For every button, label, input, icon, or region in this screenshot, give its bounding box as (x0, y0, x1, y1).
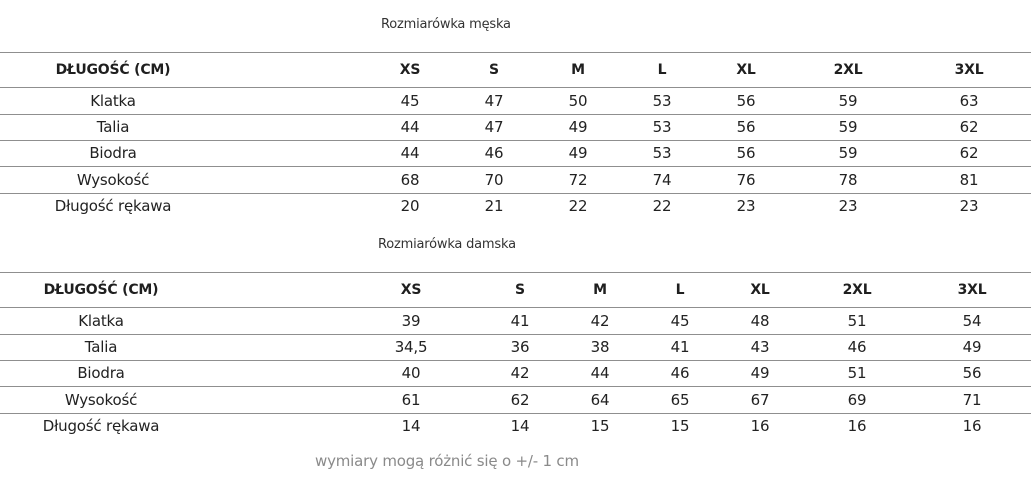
row-label: Wysokość (64, 391, 138, 409)
table-cell: 64 (590, 391, 610, 409)
table-cell: 46 (484, 144, 504, 162)
header-cell: 2XL (842, 282, 872, 298)
table-cell: 46 (670, 364, 690, 382)
header-cell: 3XL (957, 282, 987, 298)
table-cell: 46 (847, 338, 867, 356)
table-cell: 23 (838, 197, 858, 215)
header-cell: 3XL (954, 62, 984, 78)
row-label: Talia (84, 338, 118, 356)
divider (0, 52, 1031, 53)
table-cell: 56 (736, 144, 756, 162)
table-cell: 49 (568, 144, 588, 162)
table-row (0, 360, 1031, 386)
header-cell: DŁUGOŚĆ (CM) (43, 282, 159, 298)
table-cell: 62 (959, 118, 979, 136)
table-row (0, 193, 1031, 219)
table-cell: 56 (736, 92, 756, 110)
table-cell: 45 (670, 312, 690, 330)
table-cell: 42 (510, 364, 530, 382)
men-table-title: Rozmiarówka męska (381, 17, 511, 32)
header-cell: 2XL (833, 62, 863, 78)
table-cell: 44 (590, 364, 610, 382)
header-cell: XS (399, 62, 421, 78)
table-cell: 15 (590, 417, 610, 435)
row-label: Klatka (78, 312, 124, 330)
row-label: Biodra (77, 364, 125, 382)
table-cell: 53 (652, 92, 672, 110)
table-cell: 23 (959, 197, 979, 215)
table-cell: 53 (652, 144, 672, 162)
table-cell: 16 (750, 417, 770, 435)
table-cell: 22 (568, 197, 588, 215)
table-cell: 51 (847, 312, 867, 330)
table-cell: 49 (750, 364, 770, 382)
table-cell: 69 (847, 391, 867, 409)
header-cell: XL (750, 282, 770, 298)
table-cell: 34,5 (394, 338, 428, 356)
table-cell: 74 (652, 171, 672, 189)
table-cell: 41 (670, 338, 690, 356)
header-cell: XL (736, 62, 756, 78)
header-cell: XS (400, 282, 422, 298)
table-cell: 38 (590, 338, 610, 356)
table-cell: 48 (750, 312, 770, 330)
header-cell: DŁUGOŚĆ (CM) (55, 62, 171, 78)
table-cell: 40 (401, 364, 421, 382)
table-cell: 50 (568, 92, 588, 110)
table-cell: 47 (484, 92, 504, 110)
table-row (0, 88, 1031, 114)
table-cell: 56 (736, 118, 756, 136)
table-cell: 49 (568, 118, 588, 136)
table-row (0, 334, 1031, 360)
table-cell: 61 (401, 391, 421, 409)
table-cell: 44 (400, 144, 420, 162)
table-cell: 81 (959, 171, 979, 189)
row-label: Talia (96, 118, 130, 136)
table-cell: 22 (652, 197, 672, 215)
table-cell: 42 (590, 312, 610, 330)
table-row (0, 413, 1031, 439)
table-cell: 16 (962, 417, 982, 435)
table-cell: 23 (736, 197, 756, 215)
table-cell: 72 (568, 171, 588, 189)
table-cell: 59 (838, 92, 858, 110)
table-cell: 44 (400, 118, 420, 136)
table-row (0, 387, 1031, 413)
table-cell: 62 (510, 391, 530, 409)
table-cell: 45 (400, 92, 420, 110)
header-cell: L (675, 282, 685, 298)
divider (0, 272, 1031, 273)
table-cell: 14 (401, 417, 421, 435)
header-cell: M (571, 62, 585, 78)
table-cell: 62 (959, 144, 979, 162)
table-cell: 36 (510, 338, 530, 356)
table-cell: 16 (847, 417, 867, 435)
table-cell: 59 (838, 118, 858, 136)
table-cell: 51 (847, 364, 867, 382)
table-cell: 65 (670, 391, 690, 409)
table-cell: 53 (652, 118, 672, 136)
table-row (0, 167, 1031, 193)
table-cell: 21 (484, 197, 504, 215)
table-cell: 59 (838, 144, 858, 162)
header-cell: M (593, 282, 607, 298)
table-header-row (0, 277, 1031, 303)
table-cell: 78 (838, 171, 858, 189)
table-cell: 54 (962, 312, 982, 330)
table-cell: 67 (750, 391, 770, 409)
table-cell: 39 (401, 312, 421, 330)
table-cell: 15 (670, 417, 690, 435)
table-row (0, 140, 1031, 166)
row-label: Długość rękawa (54, 197, 172, 215)
table-cell: 71 (962, 391, 982, 409)
women-table-title: Rozmiarówka damska (378, 237, 516, 252)
table-cell: 41 (510, 312, 530, 330)
table-header-row (0, 57, 1031, 83)
table-cell: 76 (736, 171, 756, 189)
row-label: Klatka (90, 92, 136, 110)
table-row (0, 114, 1031, 140)
table-cell: 47 (484, 118, 504, 136)
header-cell: S (515, 282, 525, 298)
table-cell: 14 (510, 417, 530, 435)
tolerance-note: wymiary mogą różnić się o +/- 1 cm (315, 452, 579, 470)
header-cell: S (489, 62, 499, 78)
table-cell: 56 (962, 364, 982, 382)
table-row (0, 308, 1031, 334)
header-cell: L (657, 62, 667, 78)
table-cell: 63 (959, 92, 979, 110)
row-label: Wysokość (76, 171, 150, 189)
table-cell: 43 (750, 338, 770, 356)
table-cell: 20 (400, 197, 420, 215)
table-cell: 70 (484, 171, 504, 189)
row-label: Biodra (89, 144, 137, 162)
row-label: Długość rękawa (42, 417, 160, 435)
table-cell: 49 (962, 338, 982, 356)
table-cell: 68 (400, 171, 420, 189)
